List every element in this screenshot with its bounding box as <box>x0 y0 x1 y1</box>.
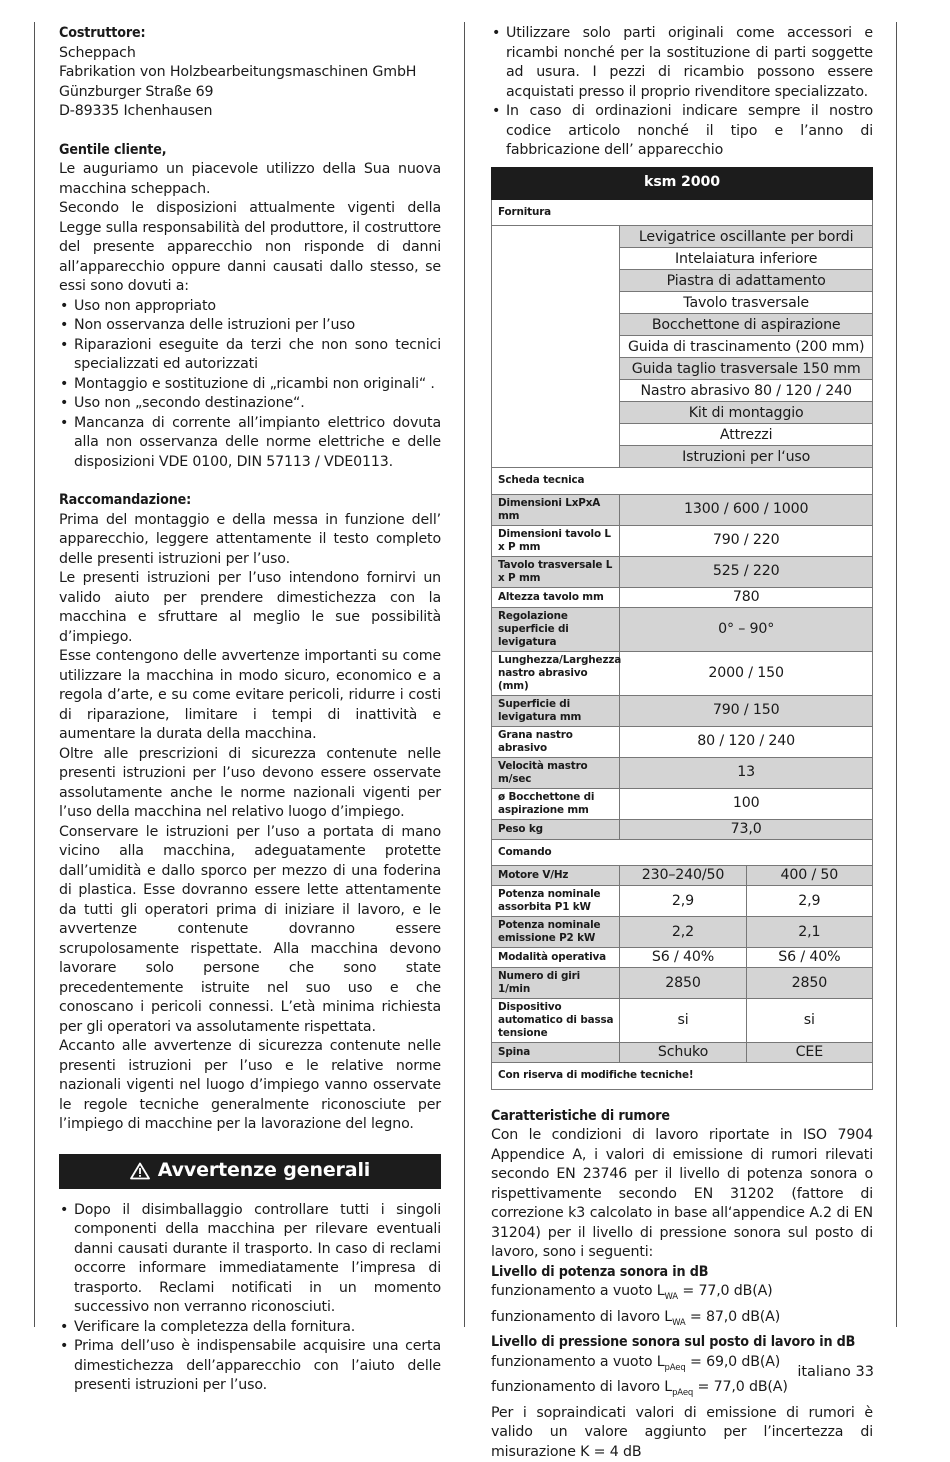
spec-label: Spina <box>492 1043 620 1063</box>
list-item: • Utilizzare solo parti originali come accessori e ricambi nonché per la sostituzione di parti soggette ad usura. I pezzi di ricambio possono essere acquistati presso il proprio rivenditore specializzato. <box>491 24 873 102</box>
table-row <box>492 525 873 556</box>
sound-pressure-line: funzionamento a vuoto $L_{pAeq} = 69,0$ dB(A) <box>491 1353 873 1379</box>
supply-item: Bocchettone di aspirazione <box>620 314 873 336</box>
sound-power-line: funzionamento di lavoro $L_{WA} = 87,0$ dB(A) <box>491 1308 873 1334</box>
right-column <box>491 24 873 1462</box>
recommendation-paragraph: Oltre alle prescrizioni di sicurezza contenute nelle presenti istruzioni per l’uso devono essere osservate assolutamente anche le norme nazionali vigenti per l’uso della macchina nel relativo luogo d’impiego. <box>59 745 441 823</box>
table-row <box>492 819 873 839</box>
table-row <box>492 1043 873 1063</box>
spec-value-230v: Schuko <box>620 1043 746 1063</box>
greeting-paragraph: Le auguriamo un piacevole utilizzo della Sua nuova macchina scheppach. <box>59 160 441 199</box>
noise-outro: Per i sopraindicati valori di emissione di rumori è valido un valore aggiunto per l’incertezza di misurazione K = 4 dB <box>491 1404 873 1462</box>
spec-value-400v: S6 / 40% <box>746 948 872 968</box>
supply-item: Levigatrice oscillante per bordi <box>620 226 873 248</box>
noise-heading: Caratteristiche di rumore <box>491 1107 873 1127</box>
spec-label: Grana nastro abrasivo <box>492 726 620 757</box>
list-item: • Riparazioni eseguite da terzi che non sono tecnici specializzati ed autorizzati <box>59 336 441 375</box>
supply-item: Guida di trascinamento (200 mm) <box>620 336 873 358</box>
table-row <box>492 866 873 886</box>
spec-label: Tavolo trasversale L x P mm <box>492 556 620 587</box>
manufacturer-section <box>59 24 441 122</box>
spec-value: 2000 / 150 <box>620 651 873 695</box>
greeting-heading: Gentile cliente, <box>59 141 441 161</box>
supply-item: Kit di montaggio <box>620 402 873 424</box>
spec-label: Lunghezza/Larghezza nastro abrasivo (mm) <box>492 651 620 695</box>
supply-item: Guida taglio trasversale 150 mm <box>620 358 873 380</box>
list-item: • Mancanza di corrente all’impianto elettrico dovuta alla non osservanza delle norme elettriche e delle disposizioni VDE 0100, DIN 57113 / VDE0113. <box>59 414 441 473</box>
parts-list <box>491 24 873 161</box>
list-item: • Non osservanza delle istruzioni per l’uso <box>59 316 441 336</box>
spec-value-400v: 400 / 50 <box>746 866 872 886</box>
table-row <box>492 556 873 587</box>
spec-value-230v: 2,9 <box>620 886 746 917</box>
liability-list <box>59 297 441 473</box>
center-column-rule <box>464 22 465 1327</box>
list-item: • Verificare la completezza della fornitura. <box>59 1318 441 1338</box>
liability-paragraph: Secondo le disposizioni attualmente vigenti della Legge sulla responsabilità del produttore, il costruttore del presente apparecchio non risponde di danni all’apparecchio oppure danni causati dallo stesso, se essi sono dovuti a: <box>59 199 441 297</box>
section-label-scheda: Scheda tecnica <box>492 468 873 495</box>
table-row <box>492 651 873 695</box>
recommendation-paragraph: Accanto alle avvertenze di sicurezza contenute nelle presenti istruzioni per l’uso e le relative norme nazionali vigenti nel luogo d’impiego vanno osservate le regole tecniche generalmente riconosciute per l’impiego di macchine per la lavorazione del legno. <box>59 1037 441 1135</box>
right-margin-rule <box>896 22 897 1327</box>
spec-value-400v: 2,9 <box>746 886 872 917</box>
manufacturer-line: Günzburger Straße 69 <box>59 83 441 103</box>
list-item: • Uso non appropriato <box>59 297 441 317</box>
table-row <box>492 886 873 917</box>
supply-item: Attrezzi <box>620 424 873 446</box>
spec-label: Potenza nominale assorbita P1 kW <box>492 886 620 917</box>
table-row <box>492 999 873 1043</box>
spec-table <box>491 167 873 1090</box>
spec-label: Modalità operativa <box>492 948 620 968</box>
left-column <box>59 24 441 1396</box>
list-item: • Dopo il disimballaggio controllare tutti i singoli componenti della macchina per rilevare eventuali danni causati durante il trasporto. In caso di reclami occorre informare immediatamente l’impresa di trasporto. Reclami notificati in un momento successivo non verranno riconosciuti. <box>59 1201 441 1318</box>
warning-triangle-icon <box>130 1162 150 1180</box>
spec-label: Altezza tavolo mm <box>492 587 620 607</box>
recommendation-paragraph: Prima del montaggio e della messa in funzione dell’ apparecchio, leggere attentamente il testo completo delle presenti istruzioni per l’uso. <box>59 511 441 570</box>
table-row <box>492 757 873 788</box>
spec-label: Regolazione superficie di levigatura <box>492 607 620 651</box>
section-label-fornitura: Fornitura <box>492 199 873 226</box>
spec-value: 780 <box>620 587 873 607</box>
table-row <box>492 587 873 607</box>
spec-value-400v: 2850 <box>746 968 872 999</box>
spec-label: Peso kg <box>492 819 620 839</box>
table-row <box>492 607 873 651</box>
table-row <box>492 917 873 948</box>
spec-label: Dispositivo automatico di bassa tensione <box>492 999 620 1043</box>
spec-value: 13 <box>620 757 873 788</box>
list-item: • Montaggio e sostituzione di „ricambi non originali“ . <box>59 375 441 395</box>
spec-label: Dimensioni tavolo L x P mm <box>492 525 620 556</box>
table-blank-cell <box>492 226 620 468</box>
spec-label: Potenza nominale emissione P2 kW <box>492 917 620 948</box>
spec-value-400v: CEE <box>746 1043 872 1063</box>
spec-label: Superficie di levigatura mm <box>492 695 620 726</box>
sound-power-heading: Livello di potenza sonora in dB <box>491 1263 873 1283</box>
spec-value: 100 <box>620 788 873 819</box>
spec-label: Motore V/Hz <box>492 866 620 886</box>
spec-value-230v: si <box>620 999 746 1043</box>
supply-item: Intelaiatura inferiore <box>620 248 873 270</box>
list-item: • Prima dell’uso è indispensabile acquisire una certa dimestichezza dell’apparecchio con l’aiuto delle presenti istruzioni per l’uso. <box>59 1337 441 1396</box>
recommendation-paragraph: Conservare le istruzioni per l’uso a portata di mano vicino alla macchina, adeguatamente protette dall’umidità e dallo sporco per mezzo di una foderina di plastica. Esse dovranno essere lette attentamente da tutti gli operatori prima di iniziare il lavoro, e le avvertenze contenute dovranno essere scrupolosamente rispettate. Alla macchina devono lavorare solo persone che sono state precedentemente istruite nel suo uso e che conoscano i pericoli connessi. L’età minima richiesta per gli operatori va assolutamente rispettata. <box>59 823 441 1038</box>
list-item: • Uso non „secondo destinazione“. <box>59 394 441 414</box>
recommendation-paragraph: Esse contengono delle avvertenze importanti su come utilizzare la macchina in modo sicuro, economico e a regola d’arte, e su come evitare pericoli, ridurre i costi di riparazione, limitare i tempi di inattività e aumentare la durata della macchina. <box>59 647 441 745</box>
recommendation-section <box>59 491 441 1135</box>
manufacturer-line: D-89335 Ichenhausen <box>59 102 441 122</box>
sound-pressure-heading: Livello di pressione sonora sul posto di lavoro in dB <box>491 1333 873 1353</box>
spec-label: Dimensioni LxPxA mm <box>492 494 620 525</box>
table-footnote: Con riserva di modifiche tecniche! <box>492 1063 873 1090</box>
manufacturer-line: Fabrikation von Holzbearbeitungsmaschinen GmbH <box>59 63 441 83</box>
spec-value: 525 / 220 <box>620 556 873 587</box>
spec-value: 1300 / 600 / 1000 <box>620 494 873 525</box>
sound-pressure-line: funzionamento di lavoro $L_{pAeq} = 77,0$ dB(A) <box>491 1378 873 1404</box>
spec-label: ø Bocchettone di aspirazione mm <box>492 788 620 819</box>
supply-item: Nastro abrasivo 80 / 120 / 240 <box>620 380 873 402</box>
spec-value: 80 / 120 / 240 <box>620 726 873 757</box>
general-warnings-banner <box>59 1154 441 1189</box>
table-row <box>492 494 873 525</box>
table-row <box>492 948 873 968</box>
manufacturer-line: Scheppach <box>59 44 441 64</box>
general-warnings-title: Avvertenze generali <box>158 1161 370 1181</box>
supply-item: Tavolo trasversale <box>620 292 873 314</box>
supply-item: Piastra di adattamento <box>620 270 873 292</box>
list-item: • In caso di ordinazioni indicare sempre il nostro codice articolo nonché il tipo e l’anno di fabbricazione dell’ apparecchio <box>491 102 873 161</box>
table-row <box>492 726 873 757</box>
greeting-section <box>59 141 441 473</box>
spec-value: 73,0 <box>620 819 873 839</box>
spec-value-230v: S6 / 40% <box>620 948 746 968</box>
spec-value: 790 / 150 <box>620 695 873 726</box>
noise-intro: Con le condizioni di lavoro riportate in ISO 7904 Appendice A, i valori di emissione di rumori rilevati secondo EN 23746 per il livello di potenza sonora o rispettivamente secondo EN 31202 (fattore di correzione k3 calcolato in base all‘appendice A.2 di EN 31204) per il livello di pressione sonora sul posto di lavoro, sono i seguenti: <box>491 1126 873 1263</box>
supply-item: Istruzioni per l‘uso <box>620 446 873 468</box>
spec-value: 0° – 90° <box>620 607 873 651</box>
manufacturer-heading: Costruttore: <box>59 24 441 44</box>
recommendation-heading: Raccomandazione: <box>59 491 441 511</box>
spec-value-230v: 230–240/50 <box>620 866 746 886</box>
sound-power-line: funzionamento a vuoto $L_{WA} = 77,0$ dB(A) <box>491 1282 873 1308</box>
spec-value-230v: 2850 <box>620 968 746 999</box>
recommendation-paragraph: Le presenti istruzioni per l’uso intendono fornirvi un valido aiuto per prendere dimestichezza con la macchina e sfruttare al meglio le sue possibilità d’impiego. <box>59 569 441 647</box>
spec-label: Velocità mastro m/sec <box>492 757 620 788</box>
spec-table-header: ksm 2000 <box>492 167 873 199</box>
table-row <box>492 968 873 999</box>
left-margin-rule <box>34 22 35 1327</box>
spec-value: 790 / 220 <box>620 525 873 556</box>
table-row <box>492 695 873 726</box>
page-footer: italiano 33 <box>797 1364 874 1380</box>
general-warnings-list <box>59 1201 441 1396</box>
spec-value-400v: si <box>746 999 872 1043</box>
table-row <box>492 788 873 819</box>
spec-value-400v: 2,1 <box>746 917 872 948</box>
spec-value-230v: 2,2 <box>620 917 746 948</box>
section-label-comando: Comando <box>492 839 873 866</box>
noise-section <box>491 1107 873 1462</box>
spec-label: Numero di giri 1/min <box>492 968 620 999</box>
